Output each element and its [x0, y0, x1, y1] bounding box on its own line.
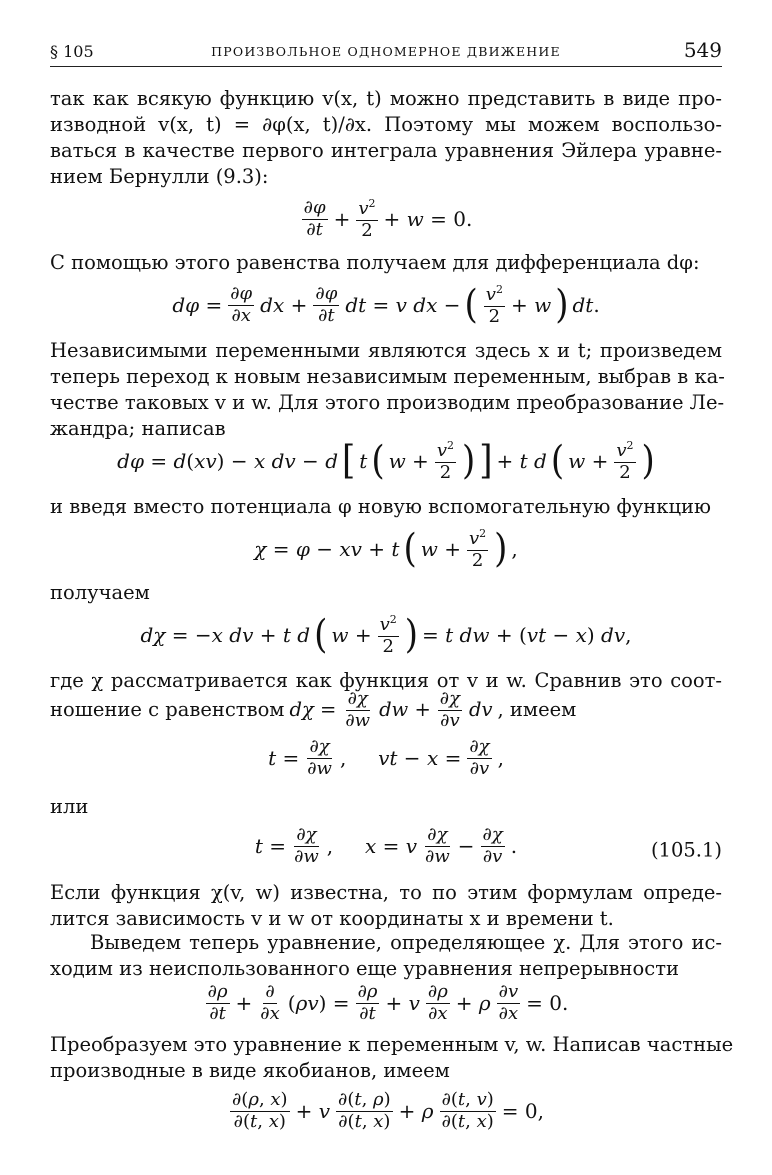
- text-line: так как всякую функцию v(x, t) можно представить в виде про-: [50, 87, 722, 110]
- text-line: или: [50, 795, 89, 818]
- equation-t-vt: t = $\frac{\partial\chi}{\partial w}$ , vt − x = $\frac{\partial\chi}{\partial v}$ ,: [268, 736, 504, 779]
- chapter-title: ПРОИЗВОЛЬНОЕ ОДНОМЕРНОЕ ДВИЖЕНИЕ: [211, 44, 561, 59]
- equation-dchi: dχ = −x dv + t d ( w + $\frac{v^2}{2}$ ) = t dw + (vt − x) dv,: [140, 612, 632, 659]
- text-fragment: , имеем: [497, 698, 577, 721]
- text-line: ваться в качестве первого интеграла уравнения Эйлера уравне-: [50, 139, 722, 162]
- text-line: Если функция χ(v, w) известна, то по этим формулам опреде-: [50, 881, 722, 904]
- equation-legendre: dφ = d(xv) − x dv − d [ t ( w + $\frac{v^2}{2}$ ) ] + t d ( w + $\frac{v^2}{2}$ ): [117, 438, 655, 485]
- equation-continuity: $\frac{\partial\rho}{\partial t}$ + $\frac{\partial}{\partial x}$ (ρv) = $\frac{\partial\rho}{\partial t}$ + v $\frac{\partial\rho}{\partial x}$ + ρ $\frac{\partial v}{\partial x}$ = 0.: [207, 981, 569, 1024]
- equation-jacobians: $\frac{\partial(\rho, x)}{\partial(t, x)}$ + v $\frac{\partial(t, \rho)}{\partial(t, x)}$ + ρ $\frac{\partial(t, v)}{\partial(t, x)}$ = 0,: [232, 1089, 544, 1132]
- paragraph-1: [50, 86, 722, 190]
- text-line: Независимыми переменными являются здесь x и t; произведем: [50, 339, 722, 362]
- text-line: жандра; написав: [50, 417, 226, 440]
- running-header: [50, 36, 722, 67]
- text-line: Выведем теперь уравнение, определяющее χ. Для этого ис-: [90, 931, 722, 954]
- paragraph-9: [50, 930, 722, 982]
- text-line: ходим из неиспользованного еще уравнения непрерывности: [50, 957, 679, 980]
- text-line: Преобразуем это уравнение к переменным v, w. Написав частные: [50, 1033, 734, 1056]
- text-line: честве таковых v и w. Для этого производим преобразование Ле-: [50, 391, 725, 414]
- equation-105-1: t = $\frac{\partial\chi}{\partial w}$ , x = v $\frac{\partial\chi}{\partial w}$ − $\frac{\partial\chi}{\partial v}$ . (105.1): [254, 824, 722, 867]
- section-number: § 105: [50, 42, 94, 61]
- text-line: производные в виде якобианов, имеем: [50, 1059, 450, 1082]
- paragraph-6: [50, 668, 722, 731]
- text-line: изводной v(x, t) = ∂φ(x, t)/∂x. Поэтому мы можем воспользо-: [50, 113, 722, 136]
- equation-dphi: dφ = $\frac{\partial\varphi}{\partial x}$ dx + $\frac{\partial\varphi}{\partial t}$ dt = v dx − ( $\frac{v^2}{2}$ + w ) dt.: [172, 282, 600, 329]
- paragraph-4: [50, 494, 722, 520]
- equation-number: (105.1): [650, 838, 722, 862]
- text-fragment: ношение с равенством: [50, 698, 285, 721]
- text-line: получаем: [50, 581, 150, 604]
- paragraph-7: [50, 794, 722, 820]
- paragraph-2: [50, 250, 722, 276]
- paragraph-5: [50, 580, 722, 606]
- text-line: нием Бернулли (9.3):: [50, 165, 269, 188]
- paragraph-8: [50, 880, 722, 932]
- text-line: и введя вместо потенциала φ новую вспомогательную функцию: [50, 495, 711, 518]
- text-line: лится зависимость v и w от координаты x и времени t.: [50, 907, 614, 930]
- equation-chi: χ = φ − xv + t ( w + $\frac{v^2}{2}$ ) ,: [254, 526, 518, 573]
- text-line: теперь переход к новым независимым переменным, выбрав в ка-: [50, 365, 725, 388]
- paragraph-3: [50, 338, 725, 442]
- text-line: ношение с равенством dχ = $\frac{\partial\chi}{\partial w}$ dw + $\frac{\partial\chi}{\partial v}$ dv , имеем: [50, 687, 577, 731]
- equation-bernoulli: $\frac{\partial\varphi}{\partial t}$ + $\frac{v^2}{2}$ + w = 0.: [303, 197, 473, 241]
- paragraph-10: [50, 1032, 734, 1084]
- page-number: 549: [683, 38, 722, 62]
- text-line: С помощью этого равенства получаем для дифференциала dφ:: [50, 251, 700, 274]
- text-line: где χ рассматривается как функция от v и w. Сравнив это соот-: [50, 669, 722, 692]
